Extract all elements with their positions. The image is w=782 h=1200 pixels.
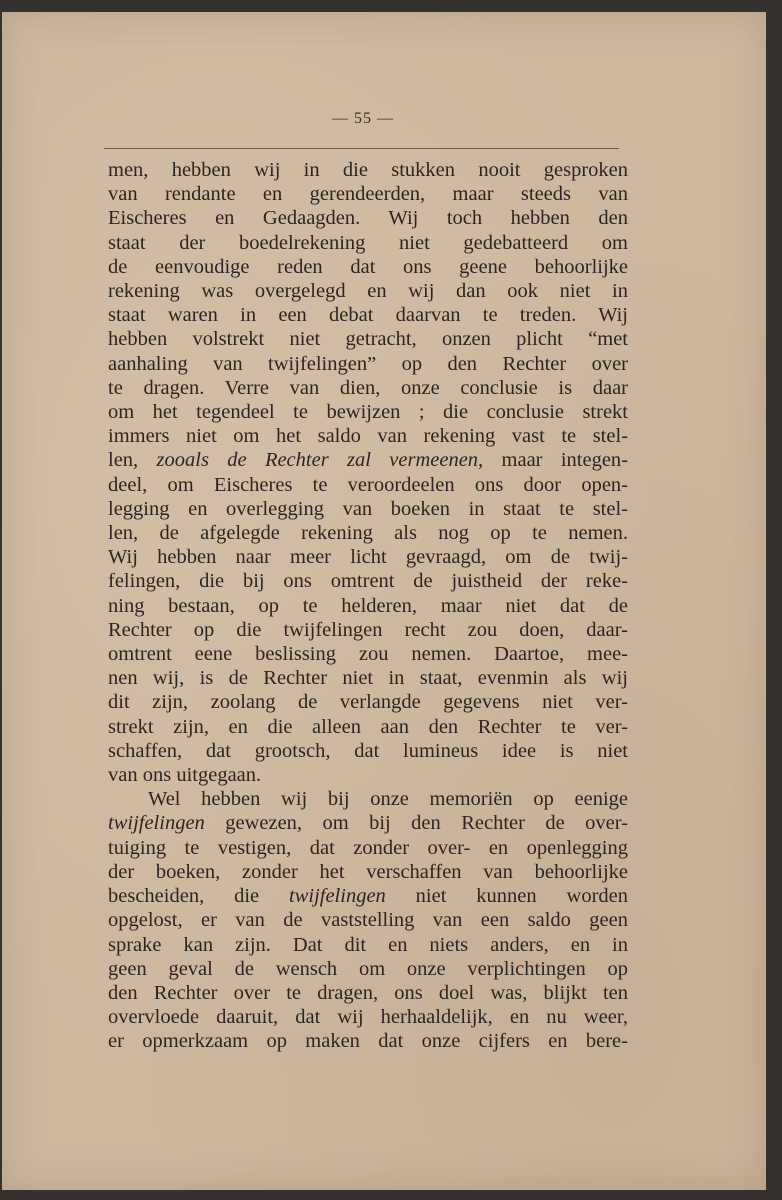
italic-phrase: twijfelingen [108,812,205,835]
text-line: strekt zijn, en die alleen aan den Rechter te ver- [108,715,628,738]
text-line: staat der boedelrekening niet gedebatteerd om [108,231,628,254]
text-line: felingen, die bij ons omtrent de juistheid der reke- [108,570,628,593]
text-line: sprake kan zijn. Dat dit en niets anders, en in [108,933,628,956]
text-line: Wel hebben wij bij onze memoriën op eenige [148,788,628,811]
text-line: van ons uitgegaan. [108,764,262,787]
text-line-with-italic [108,811,628,835]
text-line: den Rechter over te dragen, ons doel was, blijkt ten [108,981,628,1004]
text-line: de eenvoudige reden dat ons geene behoorlijke [108,255,628,278]
line-text: niet kunnen worden [385,885,628,908]
italic-phrase: zooals de Rechter zal vermeenen, [156,449,484,472]
text-line: len, de afgelegde rekening als nog op te nemen. [108,522,628,545]
text-line: Rechter op die twijfelingen recht zou doen, daar- [108,618,628,641]
text-line: nen wij, is de Rechter niet in staat, evenmin als wij [108,667,628,690]
text-line: rekening was overgelegd en wij dan ook niet in [108,280,628,303]
text-line: hebben volstrekt niet getracht, onzen plicht “met [108,328,628,351]
text-line: ning bestaan, op te helderen, maar niet dat de [108,594,628,617]
text-line: legging en overlegging van boeken in staat te stel- [108,497,628,520]
text-line: aanhaling van twijfelingen” op den Rechter over [108,352,628,375]
text-line: te dragen. Verre van dien, onze conclusie is daar [108,376,628,399]
page-number: — 55 — [332,110,394,127]
text-line: der boeken, zonder het verschaffen van behoorlijke [108,860,628,883]
text-line: deel, om Eischeres te veroordeelen ons door open- [108,473,628,496]
text-line: geen geval de wensch om onze verplichtingen op [108,957,628,980]
header-rule [104,148,619,149]
text-line: opgelost, er van de vaststelling van een saldo geen [108,909,628,932]
line-text: len, [108,449,157,472]
line-text: maar integen- [483,449,628,472]
text-line: tuiging te vestigen, dat zonder over- en openlegging [108,836,628,859]
text-line: van rendante en gerendeerden, maar steeds van [108,183,628,206]
text-line-with-italic [108,884,628,908]
text-line: er opmerkzaam op maken dat onze cijfers en bere- [108,1030,628,1053]
text-line: Eischeres en Gedaagden. Wij toch hebben den [108,207,628,230]
italic-phrase: twijfelingen [289,885,386,908]
text-line: men, hebben wij in die stukken nooit gesproken [108,159,628,181]
text-line: Wij hebben naar meer licht gevraagd, om de twij- [108,546,628,569]
text-line: overvloede daaruit, dat wij herhaaldelijk, en nu weer, [108,1006,628,1029]
text-line: staat waren in een debat daarvan te treden. Wij [108,304,628,327]
text-line: immers niet om het saldo van rekening vast te stel- [108,425,628,448]
text-line: schaffen, dat grootsch, dat lumineus idee is niet [108,739,628,762]
text-line: om het tegendeel te bewijzen ; die conclusie strekt [108,401,628,424]
line-text: gewezen, om bij den Rechter de over- [204,812,628,835]
line-text: bescheiden, die [108,885,289,908]
text-line-with-italic [108,448,628,472]
body-text [108,158,628,1054]
book-page [2,12,766,1190]
text-line: omtrent eene beslissing zou nemen. Daartoe, mee- [108,643,628,666]
text-line: dit zijn, zoolang de verlangde gegevens niet ver- [108,691,628,714]
